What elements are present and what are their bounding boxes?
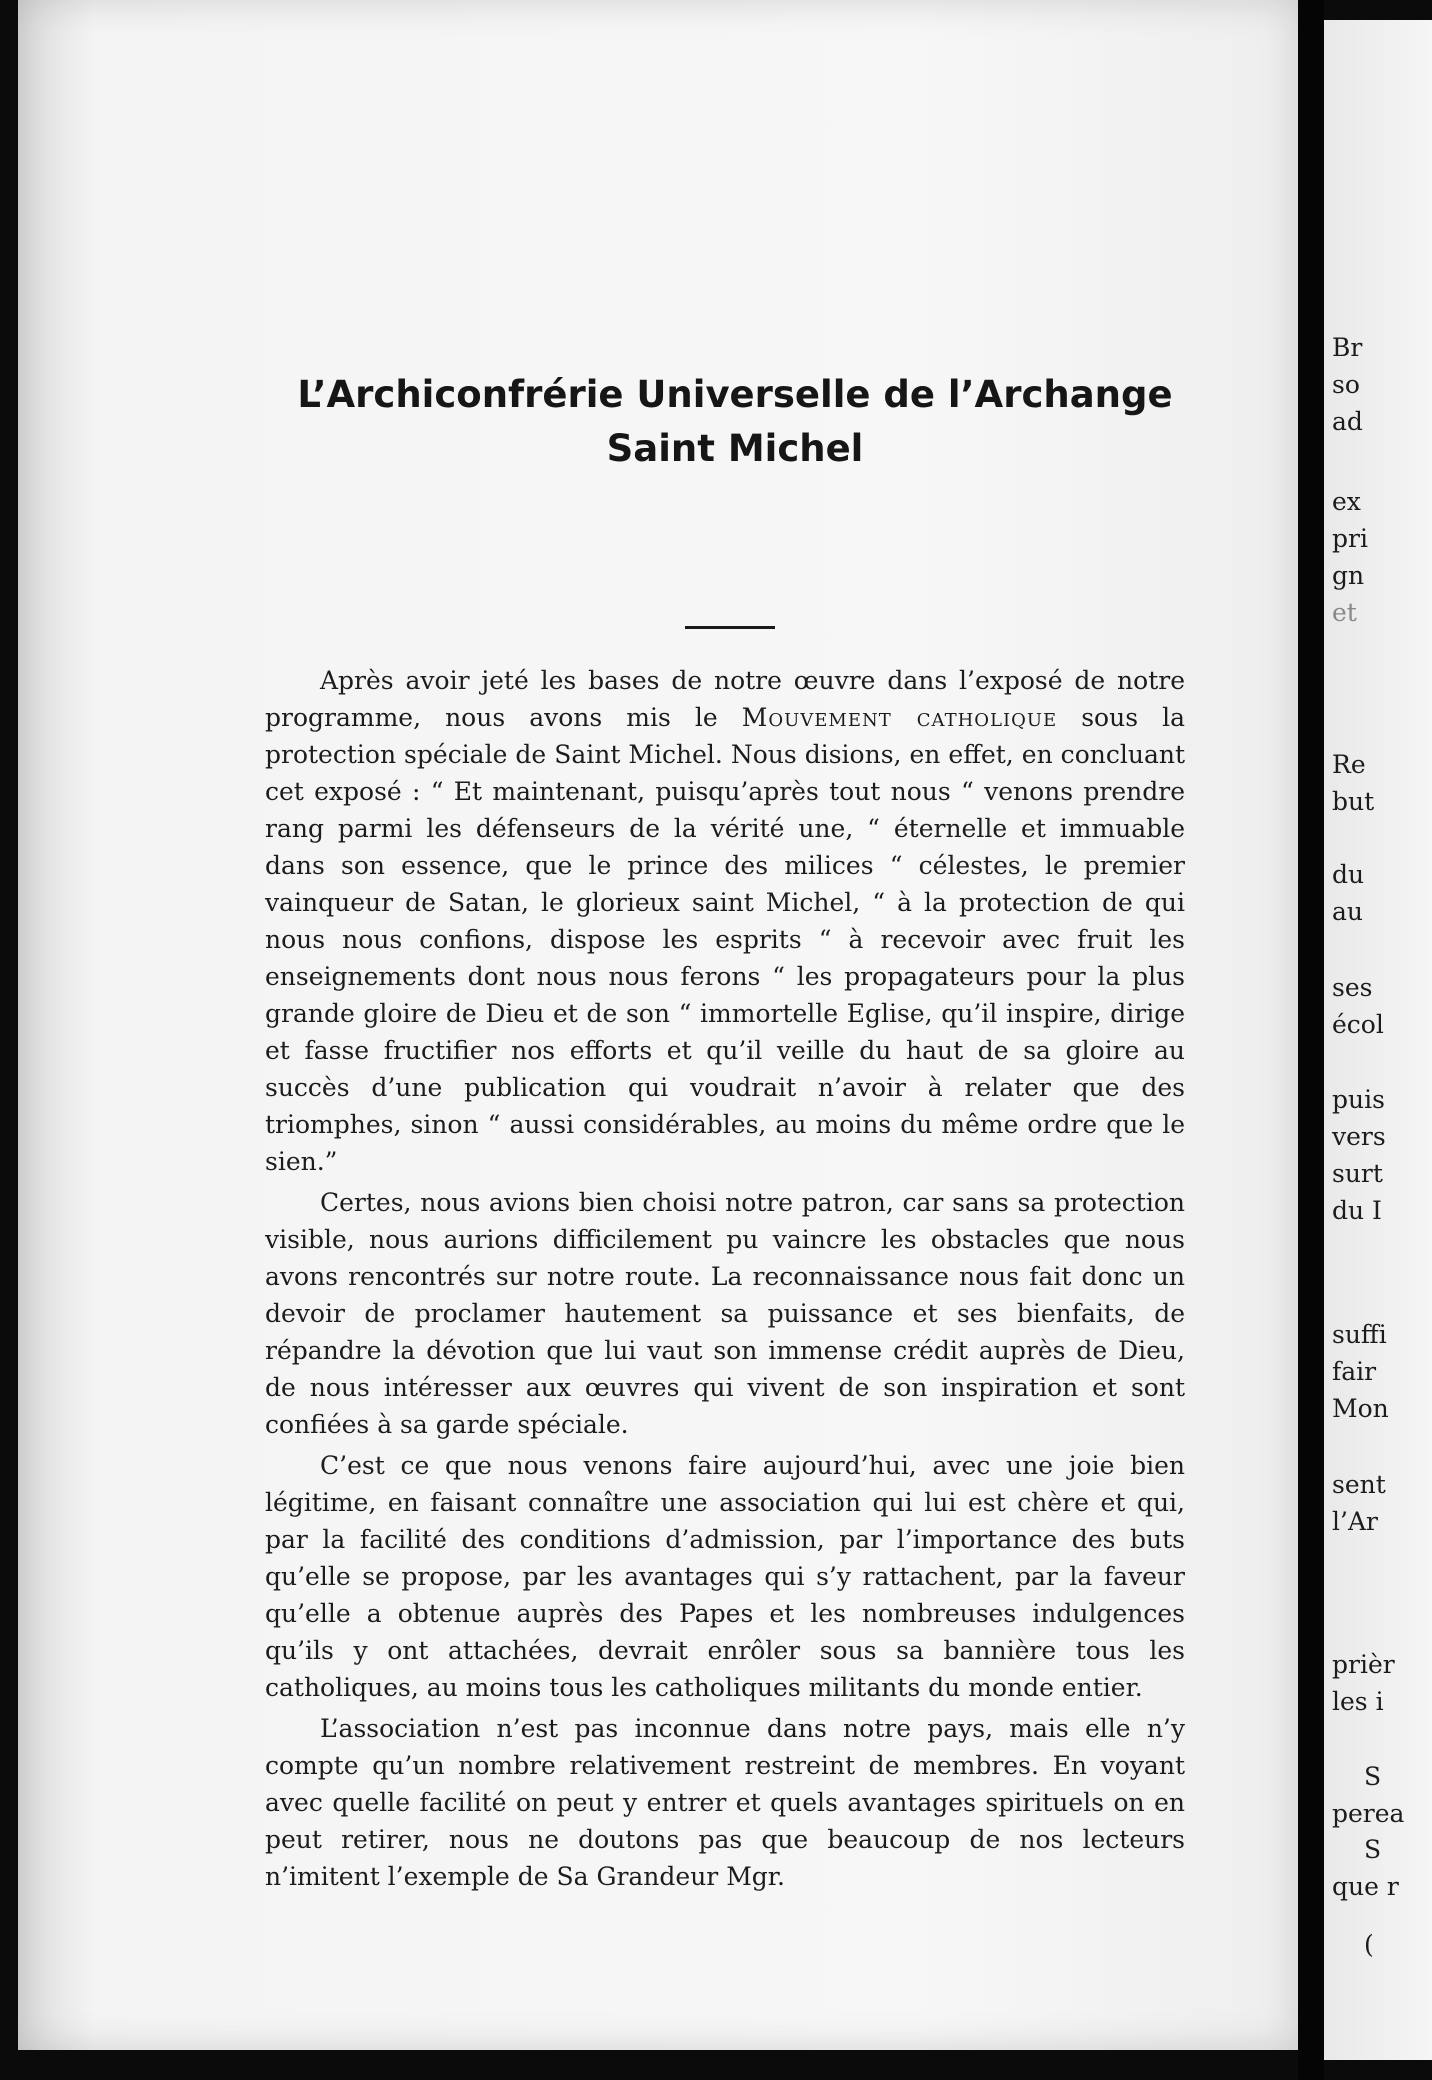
right-page-fragment: sent [1332, 1470, 1386, 1499]
right-page-fragment: puis [1332, 1085, 1385, 1114]
publication-name: Mouvement catholique [741, 703, 1058, 732]
paragraph-4: L’association n’est pas inconnue dans notre pays, mais elle n’y compte qu’un nombre relativement restreint de membres. En voyant avec quelle facilité on peut y entrer et quels avantages spirituels on en peut retirer, nous ne doutons pas que beaucoup de nos lecteurs n’imitent l’exemple de Sa Grandeur Mgr. [265, 1714, 1185, 1891]
paragraph-1-start: Après avoir jeté les bases de notre œuvre dans l’exposé de notre programme, nous avons mis le [265, 666, 1185, 732]
right-page-fragment: so [1332, 370, 1360, 399]
right-page-fragment: du I [1332, 1196, 1382, 1225]
article-title: L’Archiconfrérie Universelle de l’Archange Saint Michel [297, 373, 1173, 470]
right-page-fragment: ex [1332, 487, 1361, 516]
article-body [265, 662, 1185, 1899]
right-page-fragment: l’Ar [1332, 1507, 1378, 1536]
paragraph-3: C’est ce que nous venons faire aujourd’hui, avec une joie bien légitime, en faisant connaître une association qui lui est chère et qui, par la facilité des conditions d’admission, par l’importance des buts qu’elle se propose, par les avantages qui s’y rattachent, par la faveur qu’elle a obtenue auprès des Papes et les nombreuses indulgences qu’ils y ont attachées, devrait enrôler sous sa bannière tous les catholiques, au moins tous les catholiques militants du monde entier. [265, 1451, 1185, 1702]
right-page-fragment: surt [1332, 1159, 1383, 1188]
right-page-fragment: au [1332, 897, 1364, 926]
right-page-fragment: Re [1332, 750, 1366, 779]
right-page-fragment: Mon [1332, 1394, 1389, 1423]
right-page-fragment: ad [1332, 407, 1363, 436]
paragraph-1 [265, 662, 1185, 1180]
right-page-fragment: ( [1364, 1930, 1374, 1959]
right-page-fragment: but [1332, 787, 1375, 816]
paragraph-2: Certes, nous avions bien choisi notre patron, car sans sa protection visible, nous aurions difficilement pu vaincre les obstacles que nous avons rencontrés sur notre route. La reconnaissance nous fait donc un devoir de proclamer hautement sa puissance et ses bienfaits, de répandre la dévotion que lui vaut son immense crédit auprès de Dieu, de nous intéresser aux œuvres qui vivent de son inspiration et sont confiées à sa garde spéciale. [265, 1188, 1185, 1439]
paragraph-1-end: sous la protection spéciale de Saint Michel. Nous disions, en effet, en concluant cet exposé : “ Et maintenant, puisqu’après tout nous “ venons prendre rang parmi les défenseurs de la vérité une, “ éternelle et immuable dans son essence, que le prince des milices “ célestes, le premier vainqueur de Satan, le glorieux saint Michel, “ à la protection de qui nous nous confions, dispose les esprits “ à recevoir avec fruit les enseignements dont nous nous ferons “ les propagateurs pour la plus grande gloire de Dieu et de son “ immortelle Eglise, qu’il inspire, dirige et fasse fructifier nos efforts et qu’il veille du haut de sa gloire au succès d’une publication qui voudrait n’avoir à relater que des triomphes, sinon “ aussi considérables, au moins du même ordre que le sien.” [265, 703, 1185, 1176]
right-page-fragment: du [1332, 860, 1365, 889]
right-page-fragment: perea [1332, 1799, 1405, 1828]
right-page-fragment: que r [1332, 1872, 1399, 1901]
title-divider [685, 626, 775, 629]
right-page-fragment: pri [1332, 524, 1368, 553]
right-page-fragment: vers [1332, 1122, 1386, 1151]
right-page [1324, 20, 1432, 2060]
right-page-fragment: écol [1332, 1010, 1384, 1039]
right-page-fragment: suffi [1332, 1320, 1387, 1349]
book-gutter [1298, 0, 1324, 2080]
right-page-fragment: gn [1332, 561, 1365, 590]
right-page-fragment: prièr [1332, 1650, 1395, 1679]
right-page-fragment: Br [1332, 333, 1363, 362]
right-page-fragment: et [1332, 598, 1357, 627]
right-page-fragment: les i [1332, 1687, 1384, 1716]
right-page-fragment: S [1364, 1835, 1382, 1864]
right-page-fragment: fair [1332, 1357, 1377, 1386]
right-page-fragment: ses [1332, 973, 1373, 1002]
right-page-fragment: S [1364, 1762, 1382, 1791]
